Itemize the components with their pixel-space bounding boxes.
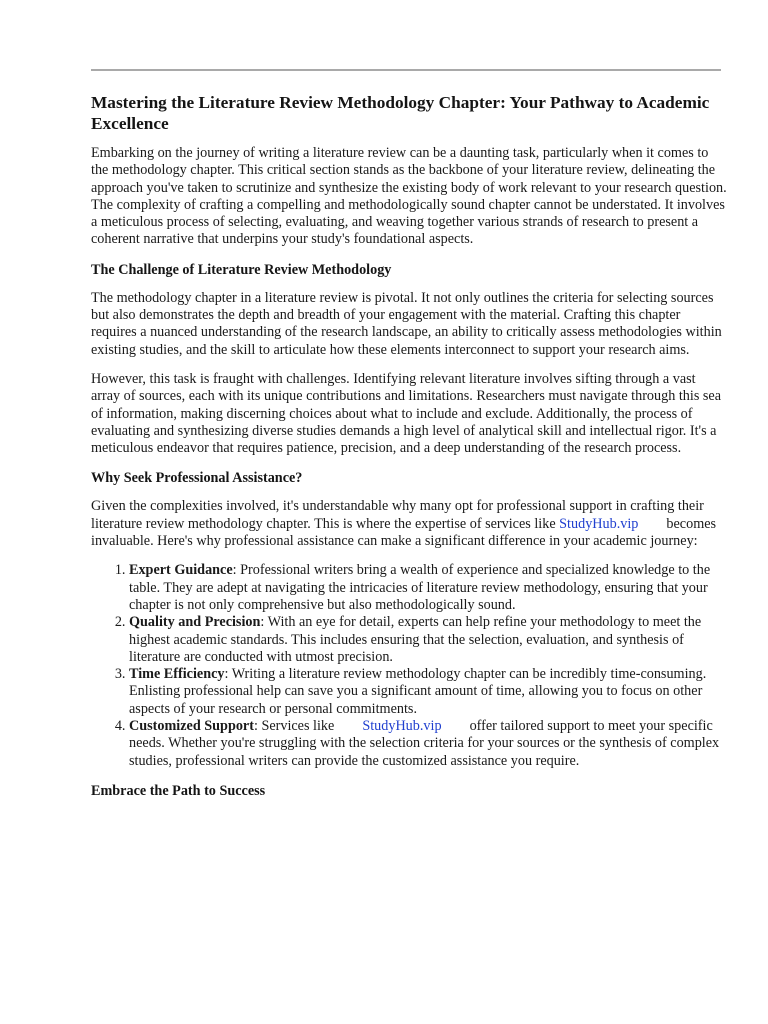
list-item xyxy=(129,562,727,614)
list-item-text-after-link: offer tailored support to meet your specific needs. Whether you're struggling with the selection criteria for your sources or the synthesis of complex studies, professional writers can provide the customized assistance you require. xyxy=(129,718,720,769)
benefits-list xyxy=(91,562,727,770)
list-item xyxy=(129,666,727,718)
list-item-text-before-link: : Services like xyxy=(253,718,335,735)
list-item-term: Time Efficiency xyxy=(129,666,225,683)
horizontal-rule xyxy=(91,69,721,71)
studyhub-link[interactable]: StudyHub.vip xyxy=(362,718,442,735)
list-item xyxy=(129,718,727,770)
list-item-term: Quality and Precision xyxy=(129,614,261,631)
why-text-before-link: Given the complexities involved, it's understandable why many opt for professional support in crafting their literature review methodology chapter. This is where the expertise of services like xyxy=(91,498,704,532)
why-text-after-link: becomes invaluable. Here's why professional assistance can make a significant difference in your academic journey: xyxy=(91,515,717,550)
document-title: Mastering the Literature Review Methodology Chapter: Your Pathway to Academic Excellence xyxy=(91,93,710,133)
list-item-text: : With an eye for detail, experts can help refine your methodology to meet the highest academic standards. This includes ensuring that the selection, evaluation, and synthesis of literature are conducted with utmost precision. xyxy=(129,614,702,665)
why-paragraph xyxy=(91,498,727,550)
document-body xyxy=(91,92,727,811)
list-item-term: Expert Guidance xyxy=(129,562,233,579)
studyhub-link[interactable]: StudyHub.vip xyxy=(559,515,639,532)
list-item-text: : Writing a literature review methodology chapter can be incredibly time-consuming. Enlisting professional help can save you a significant amount of time, allowing you to focus on other aspects of your research or personal commitments. xyxy=(129,666,707,717)
challenge-heading: The Challenge of Literature Review Methodology xyxy=(91,261,392,278)
embrace-heading: Embrace the Path to Success xyxy=(91,782,266,799)
list-item-term: Customized Support xyxy=(129,718,254,735)
challenge-paragraph-1: The methodology chapter in a literature review is pivotal. It not only outlines the criteria for selecting sources but also demonstrates the depth and breadth of your engagement with the material. Crafting this chapter requires a nuanced understanding of the research landscape, an ability to critically assess methodologies within existing studies, and the skill to articulate how these elements interconnect to support your research aims. xyxy=(91,289,722,358)
challenge-paragraph-2: However, this task is fraught with challenges. Identifying relevant literature involves sifting through a vast array of sources, each with its unique contributions and limitations. Researchers must navigate through this sea of information, making discerning choices about what to include and exclude. Additionally, the process of evaluating and synthesizing diverse studies demands a high level of analytical skill and intellectual rigor. It's a meticulous endeavor that requires patience, precision, and a deep understanding of the research process. xyxy=(91,370,722,457)
intro-paragraph: Embarking on the journey of writing a literature review can be a daunting task, particularly when it comes to the methodology chapter. This critical section stands as the backbone of your literature review, delineating the approach you've taken to scrutinize and synthesize the existing body of work relevant to your research question. The complexity of crafting a compelling and methodologically sound chapter cannot be understated. It involves a meticulous process of selecting, evaluating, and weaving together various strands of research to present a coherent narrative that underpins your study's foundational aspects. xyxy=(91,145,727,248)
list-item xyxy=(129,614,727,666)
list-item-text: : Professional writers bring a wealth of experience and specialized knowledge to the table. They are adept at navigating the intricacies of literature review methodology, ensuring that your chapter is not only comprehensive but also methodologically sound. xyxy=(129,562,711,613)
why-heading: Why Seek Professional Assistance? xyxy=(91,470,303,487)
